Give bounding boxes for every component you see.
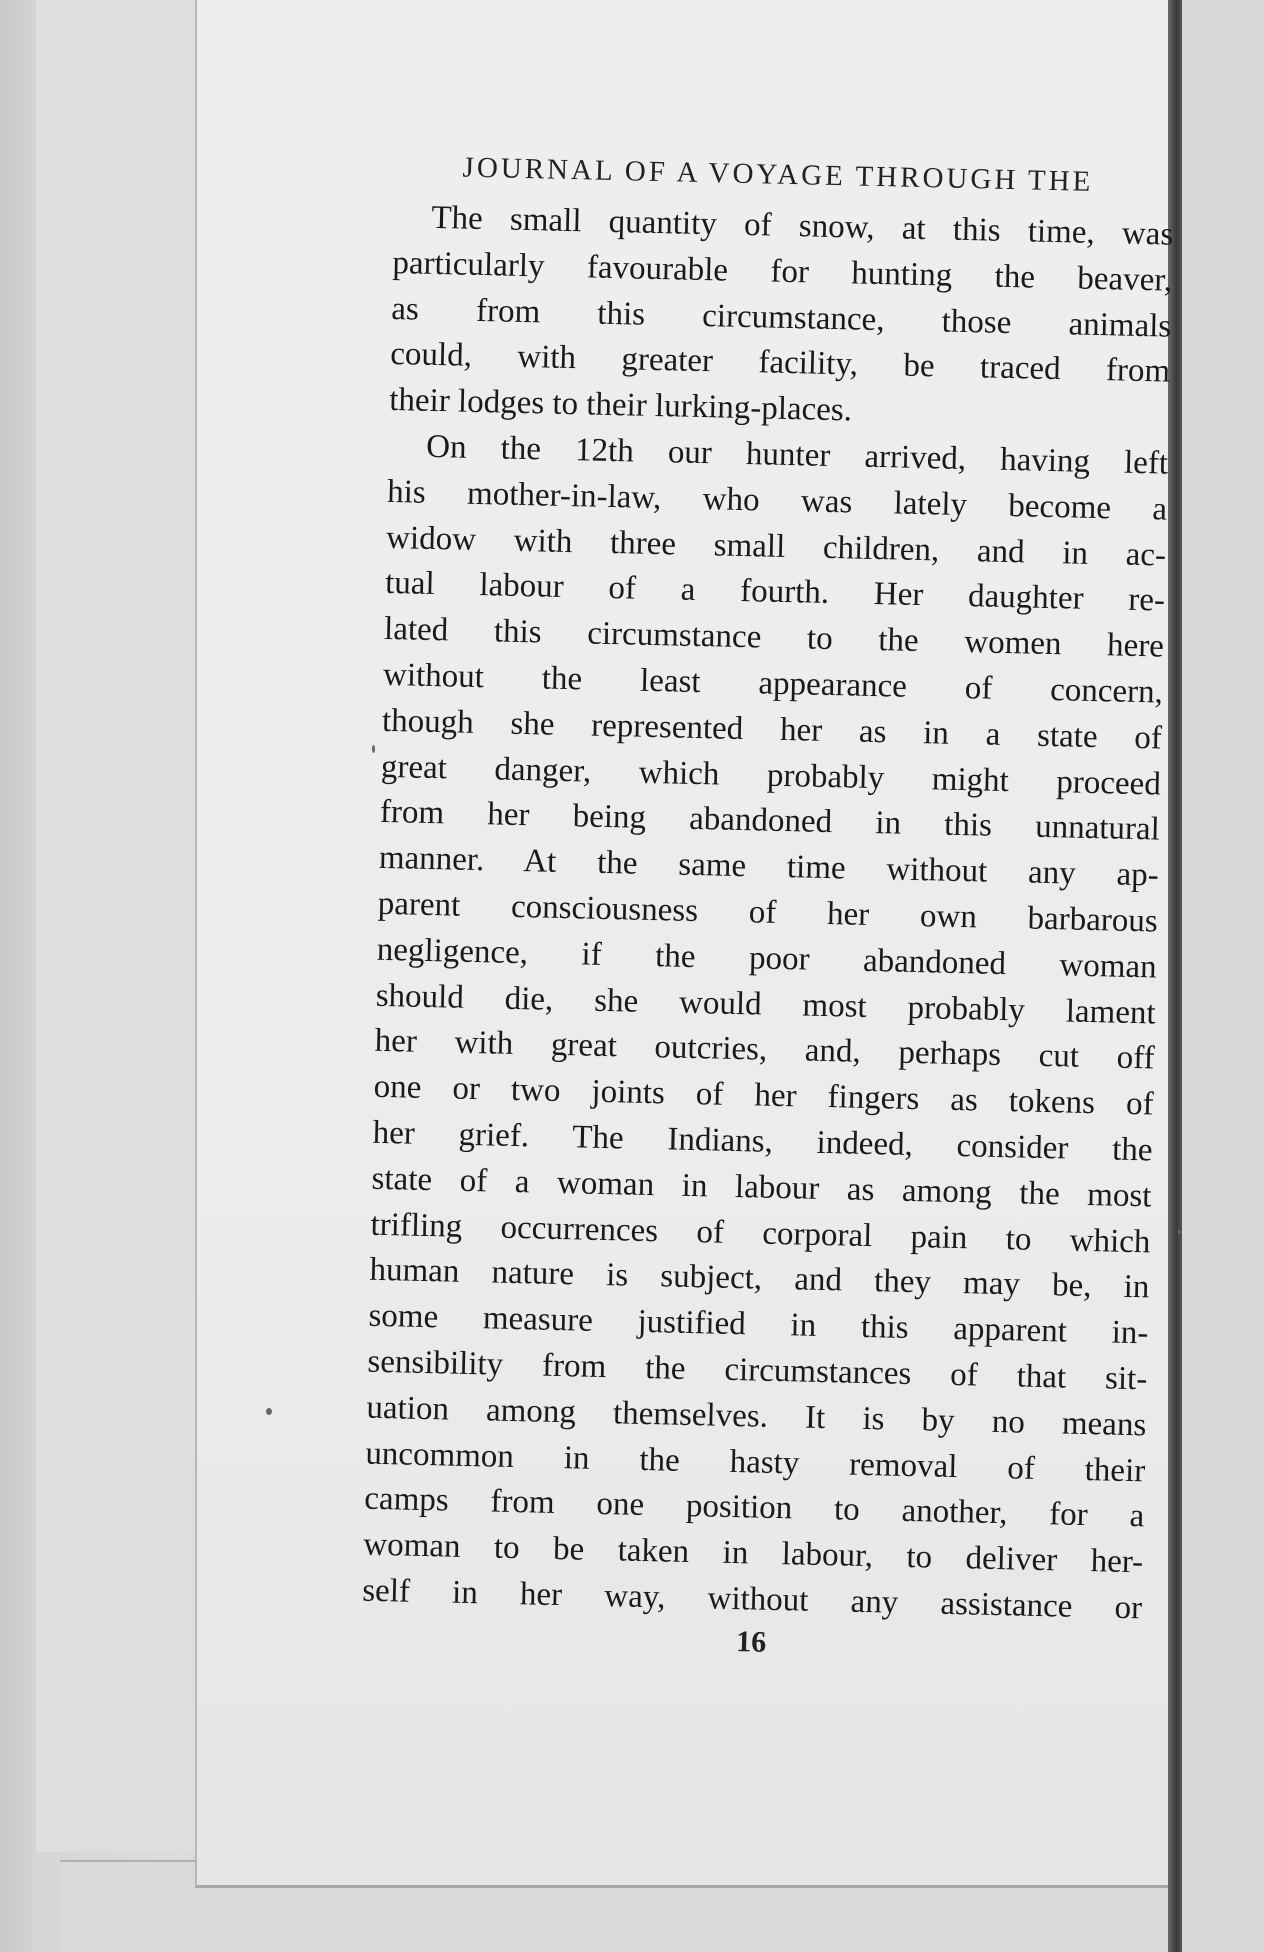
text-line: human nature is subject, and they may be, in xyxy=(369,1252,1150,1306)
text-line: lated this circumstance to the women here xyxy=(383,611,1165,665)
text-line: uation among themselves. It is by no means xyxy=(366,1389,1147,1444)
text-line: camps from one position to another, for a xyxy=(363,1480,1145,1535)
text-line: from her being abandoned in this unnatural xyxy=(379,794,1161,848)
text-line: woman to be taken in labour, to deliver her- xyxy=(362,1526,1144,1581)
paragraph-1 xyxy=(389,195,1174,442)
text-line: some measure justified in this apparent in- xyxy=(368,1297,1149,1352)
scan-speck xyxy=(266,1408,272,1415)
text-line: state of a woman in labour as among the most xyxy=(371,1160,1152,1215)
text-line: their lodges to their lurking-places. xyxy=(388,382,853,429)
text-line: without the least appearance of concern, xyxy=(382,656,1164,711)
right-margin xyxy=(1182,0,1264,1952)
text-line: could, with greater facility, be traced from xyxy=(389,336,1171,391)
running-head: JOURNAL OF A VOYAGE THROUGH THE xyxy=(462,151,1094,198)
text-line: parent consciousness of her own barbarous xyxy=(377,885,1159,940)
text-line: self in her way, without any assistance or xyxy=(361,1572,1143,1627)
text-line: The small quantity of snow, at this time, was xyxy=(431,199,1174,253)
text-line: sensibility from the circumstances of that sit- xyxy=(367,1343,1148,1398)
text-line: her with great outcries, and, perhaps cut off xyxy=(374,1023,1155,1077)
text-line: should die, she would most probably lament xyxy=(375,977,1157,1032)
text-line: On the 12th our hunter arrived, having left xyxy=(425,428,1169,482)
text-line: as from this circumstance, those animals xyxy=(390,290,1172,345)
text-line: manner. At the same time without any ap- xyxy=(378,839,1160,894)
text-line: one or two joints of her fingers as tokens of xyxy=(373,1068,1154,1123)
page-number: 16 xyxy=(735,1624,767,1659)
text-line: uncommon in the hasty removal of their xyxy=(365,1435,1146,1489)
facing-page-edge xyxy=(36,0,218,1852)
scan-speck xyxy=(1178,1230,1181,1234)
text-line: negligence, if the poor abandoned woman xyxy=(376,931,1158,986)
scan-speck xyxy=(372,745,375,753)
text-line: particularly favourable for hunting the beaver, xyxy=(392,244,1173,299)
paragraph-2 xyxy=(362,424,1169,1632)
text-line: trifling occurrences of corporal pain to which xyxy=(370,1206,1151,1260)
page-text-block xyxy=(361,150,1175,1668)
text-line: his mother-in-law, who was lately become a xyxy=(386,473,1168,528)
text-line: widow with three small children, and in ac- xyxy=(385,519,1167,574)
text-line: her grief. The Indians, indeed, consider the xyxy=(372,1114,1153,1169)
text-line: great danger, which probably might proceed xyxy=(380,748,1162,803)
text-line: though she represented her as in a state of xyxy=(381,702,1163,757)
text-line: tual labour of a fourth. Her daughter re- xyxy=(384,565,1166,619)
